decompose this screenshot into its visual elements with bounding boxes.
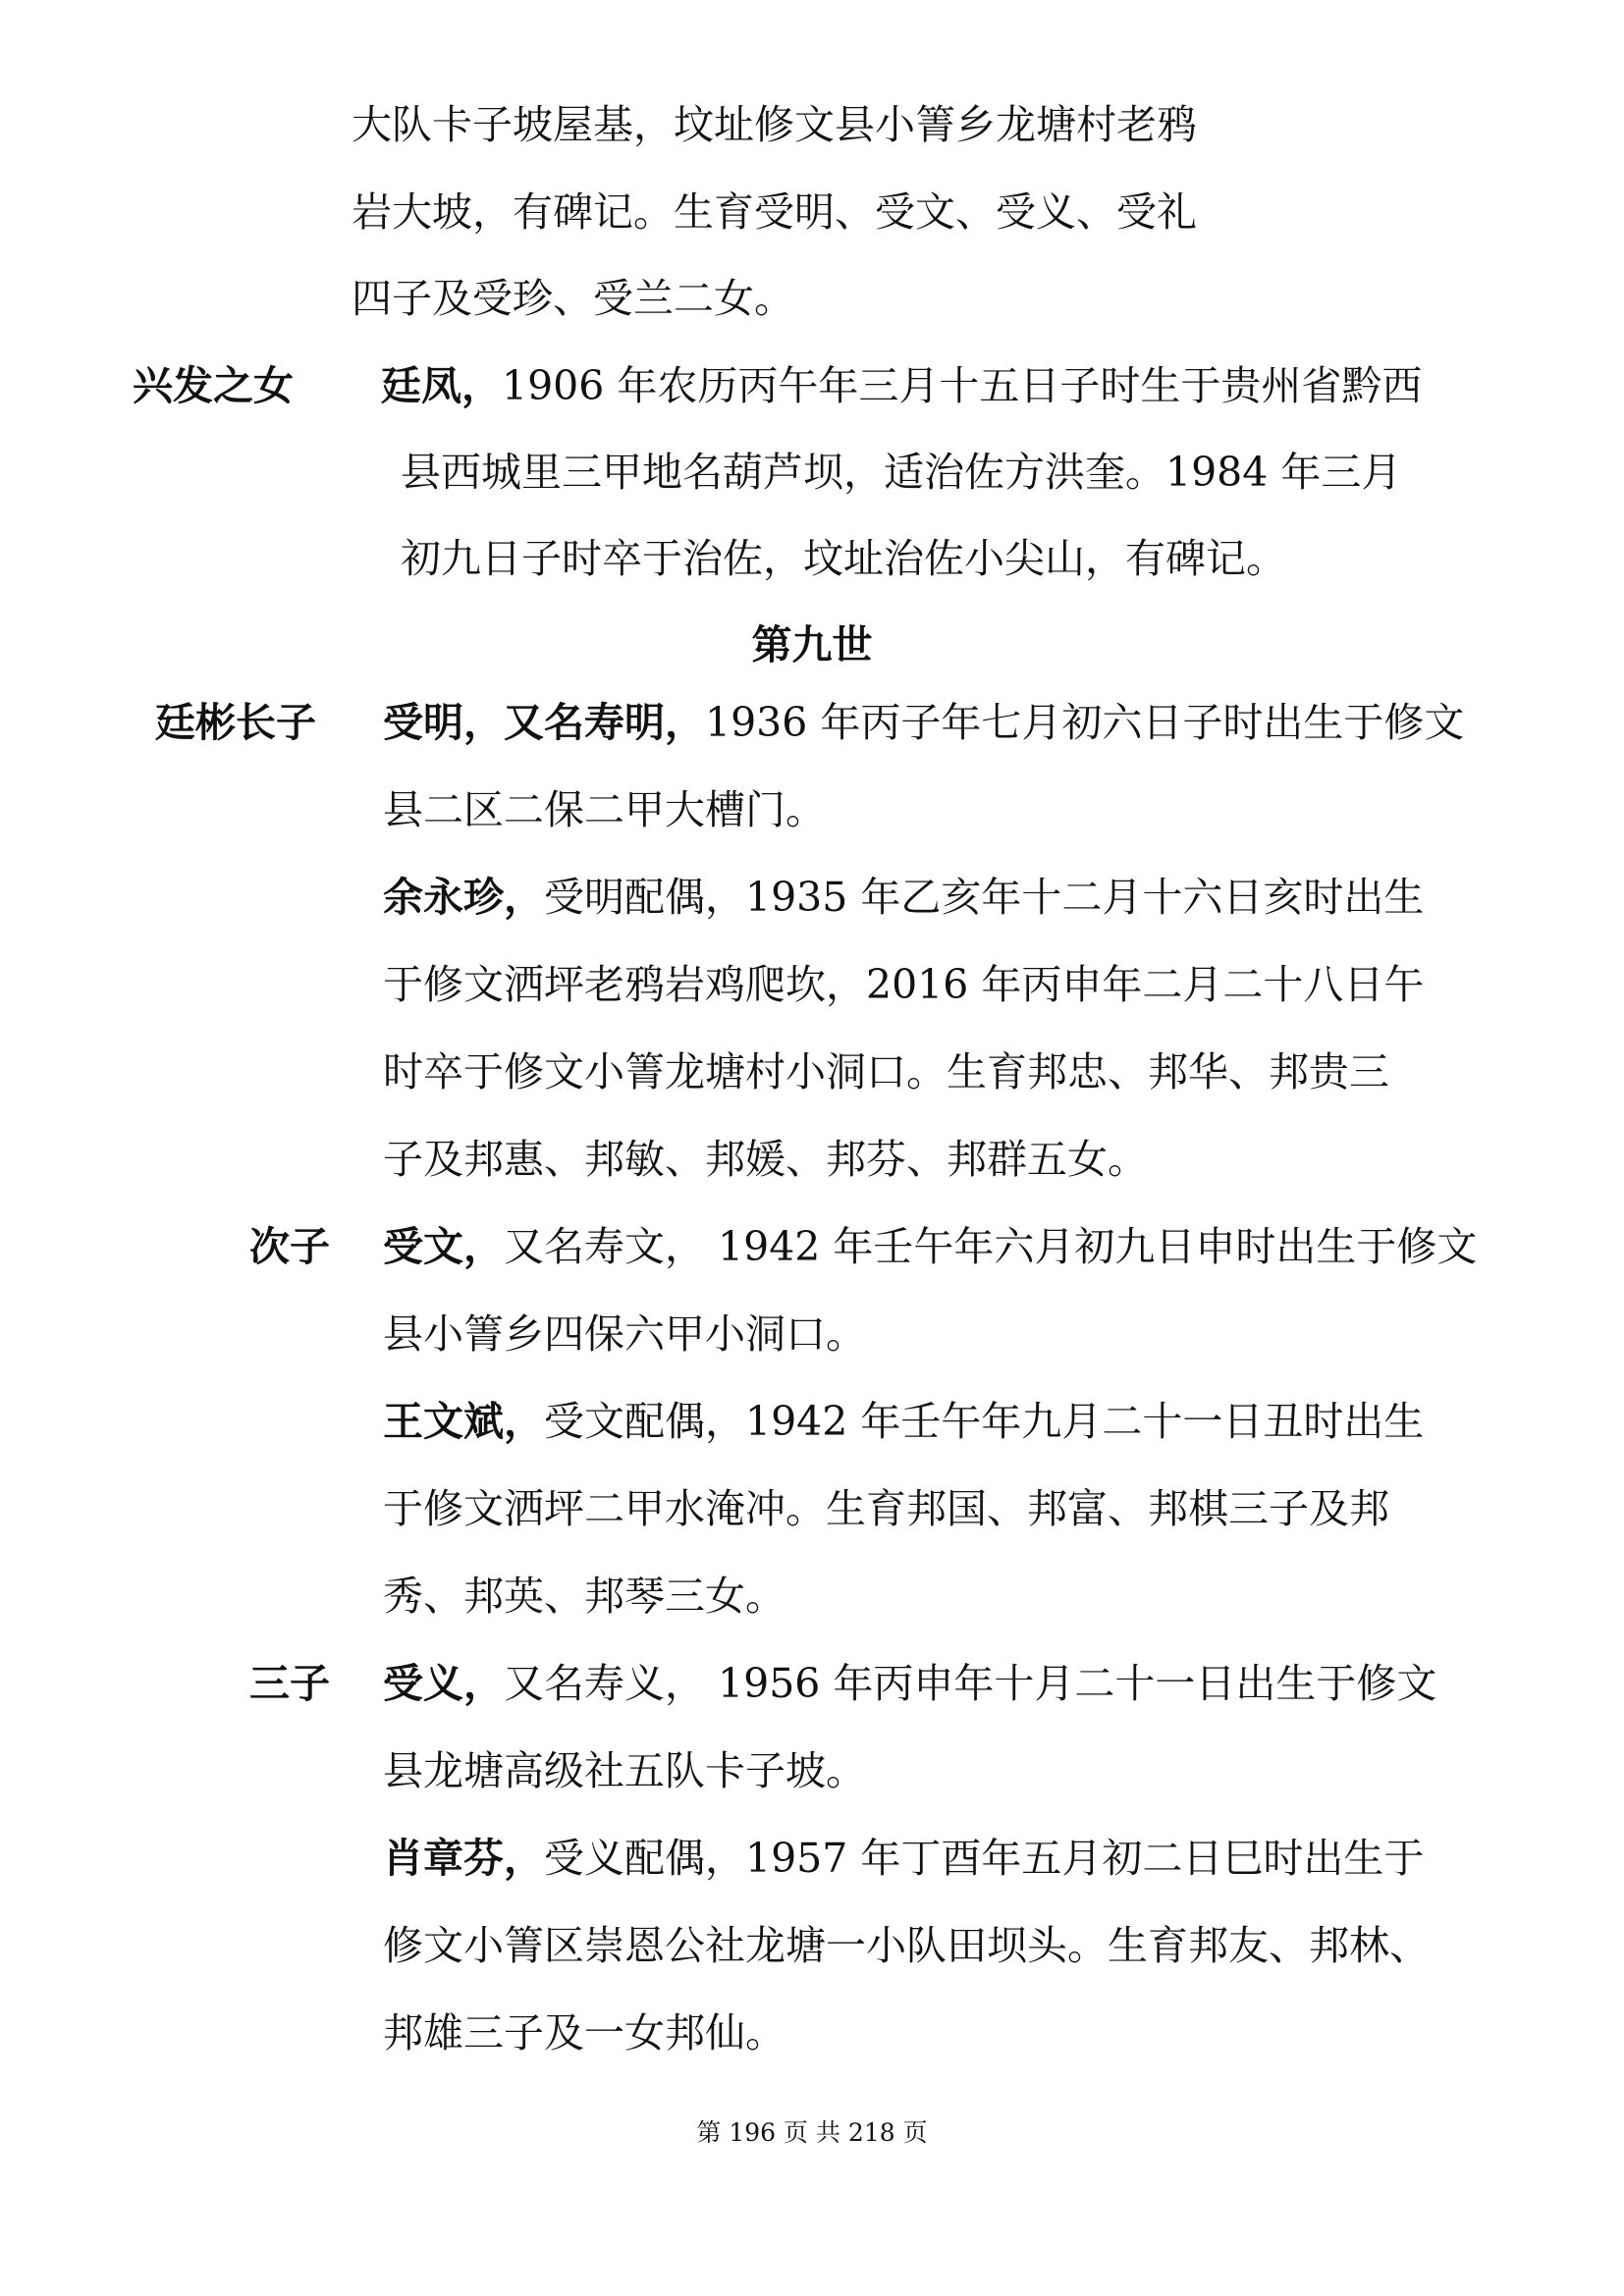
entry-line — [383, 874, 1425, 921]
entry-line: 邦雄三子及一女邦仙。 — [383, 2009, 785, 2056]
spouse-name: 王文斌， — [383, 1398, 544, 1445]
text-line: 岩大坡，有碑记。生育受明、受文、受义、受礼 — [352, 188, 1197, 236]
entry-text: 1936 年丙子年七月初六日子时出生于修文 — [705, 699, 1465, 746]
person-name: 受文， — [383, 1223, 504, 1270]
entry-text: 受明配偶，1935 年乙亥年十二月十六日亥时出生 — [544, 874, 1425, 921]
entry-text: 受义配偶，1957 年丁酉年五月初二日巳时出生于 — [544, 1835, 1425, 1882]
text-line: 四子及受珍、受兰二女。 — [352, 275, 794, 322]
entry-label: 兴发之女 — [133, 362, 294, 409]
entry-line: 县小箐乡四保六甲小洞口。 — [383, 1310, 866, 1358]
entry-line: 于修文洒坪老鸦岩鸡爬坎，2016 年丙申年二月二十八日午 — [383, 961, 1425, 1008]
entry-text: 1906 年农历丙午年三月十五日子时生于贵州省黔西 — [502, 362, 1423, 409]
entry-line: 初九日子时卒于治佐，坟址治佐小尖山，有碑记。 — [401, 535, 1286, 582]
entry-label: 三子 — [249, 1660, 330, 1707]
entry-text: 又名寿义， 1956 年丙申年十月二十一日出生于修文 — [504, 1660, 1437, 1707]
entry-line — [383, 1223, 1478, 1270]
entry-label: 次子 — [249, 1223, 330, 1270]
text-line: 大队卡子坡屋基，坟址修文县小箐乡龙塘村老鸦 — [352, 101, 1197, 148]
entry-line — [383, 1835, 1425, 1882]
section-heading: 第九世 — [751, 621, 873, 668]
person-name: 廷凤， — [381, 362, 502, 409]
person-name: 受义， — [383, 1660, 504, 1707]
entry-line — [381, 362, 1423, 409]
entry-line: 县龙塘高级社五队卡子坡。 — [383, 1747, 866, 1794]
entry-line: 于修文洒坪二甲水淹冲。生育邦国、邦富、邦棋三子及邦 — [383, 1485, 1389, 1532]
entry-line: 秀、邦英、邦琴三女。 — [383, 1573, 785, 1620]
entry-line: 县二区二保二甲大槽门。 — [383, 786, 826, 833]
entry-line: 子及邦惠、邦敏、邦媛、邦芬、邦群五女。 — [383, 1136, 1148, 1183]
entry-line — [383, 699, 1465, 746]
entry-text: 又名寿文， 1942 年壬午年六月初九日申时出生于修文 — [504, 1223, 1478, 1270]
entry-line: 县西城里三甲地名葫芦坝，适治佐方洪奎。1984 年三月 — [401, 449, 1402, 496]
entry-line — [383, 1660, 1437, 1707]
spouse-name: 余永珍， — [383, 874, 544, 921]
entry-text: 受文配偶，1942 年壬午年九月二十一日丑时出生 — [544, 1398, 1425, 1445]
entry-line: 时卒于修文小箐龙塘村小洞口。生育邦忠、邦华、邦贵三 — [383, 1048, 1389, 1095]
entry-line — [383, 1398, 1425, 1445]
person-name: 受明，又名寿明， — [383, 699, 705, 746]
entry-label: 廷彬长子 — [155, 699, 316, 746]
page-footer: 第 196 页 共 218 页 — [696, 2118, 928, 2147]
entry-line: 修文小箐区崇恩公社龙塘一小队田坝头。生育邦友、邦林、 — [383, 1922, 1430, 1969]
spouse-name: 肖章芬， — [383, 1835, 544, 1882]
